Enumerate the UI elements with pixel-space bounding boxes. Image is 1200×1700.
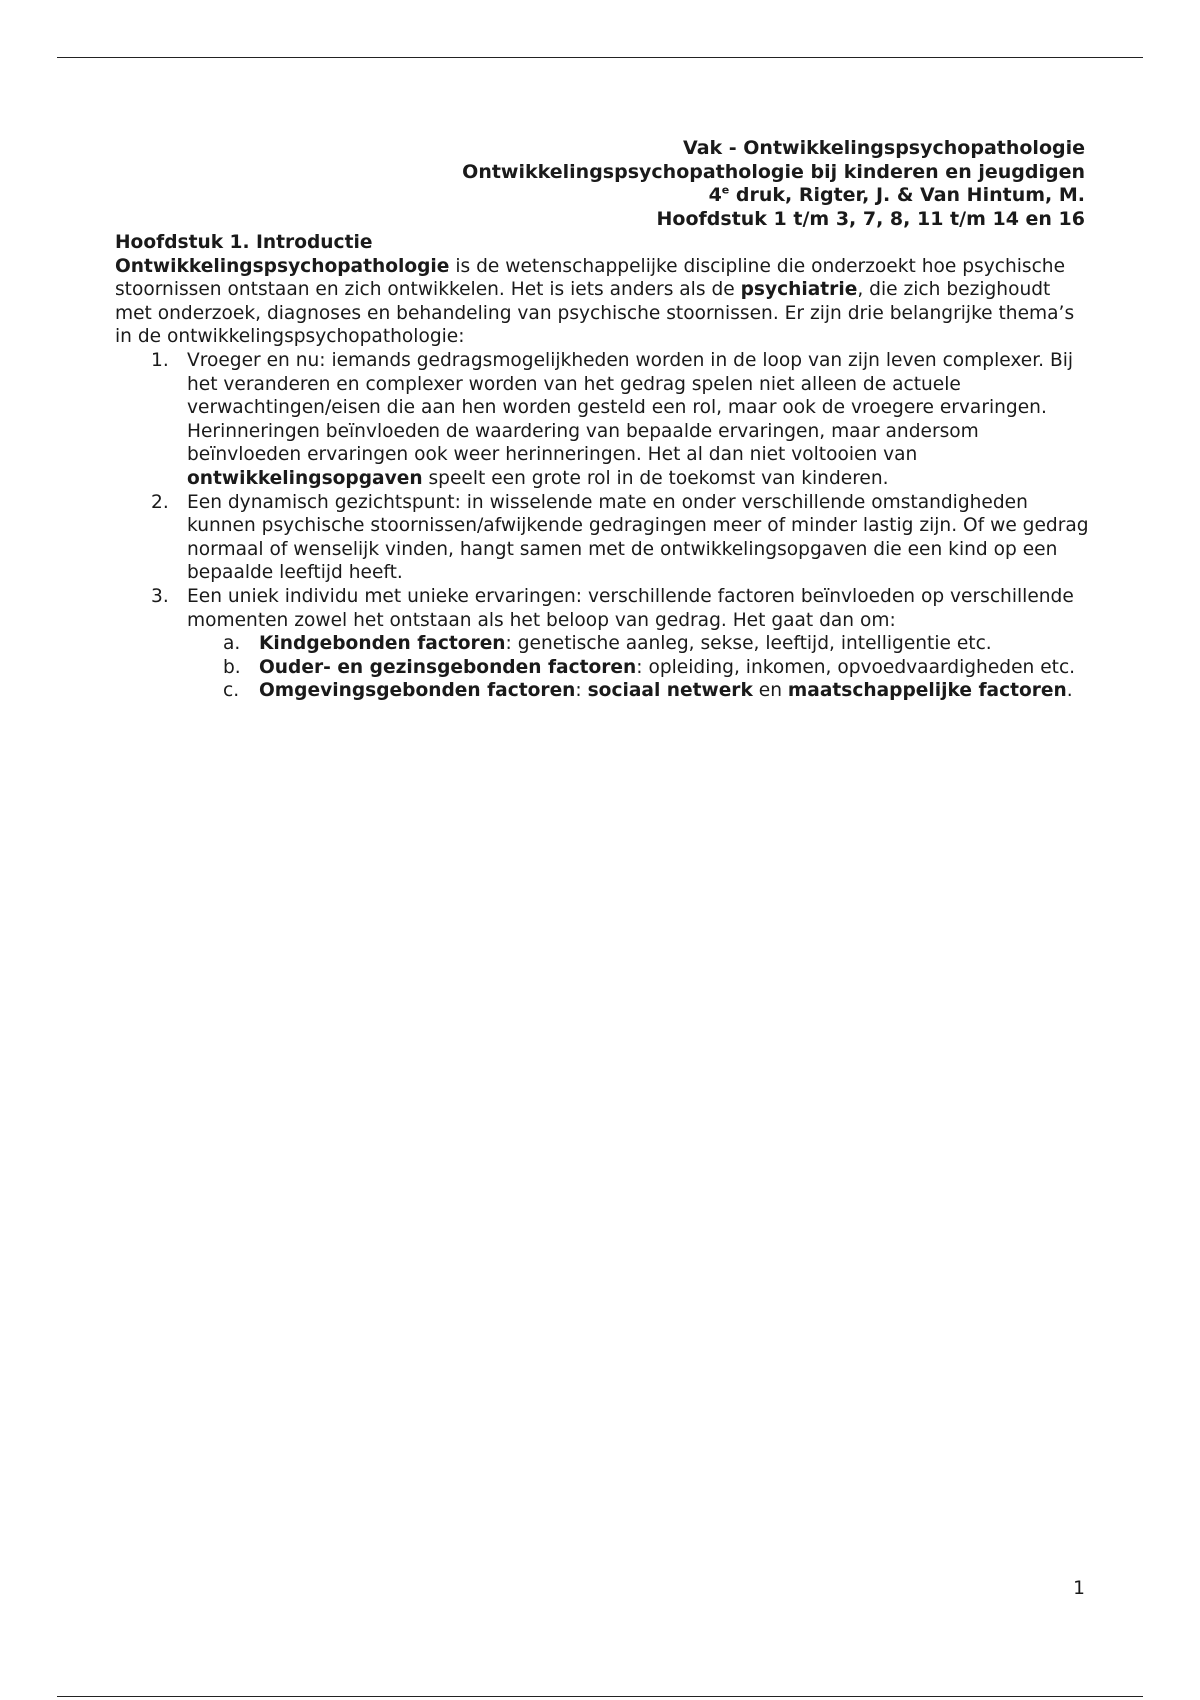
intro-text-2: , die zich bezighoudt met onderzoek, diagnoses en behandeling van psychische stoornissen. Er zijn drie belangrijke thema’s in de ontwikkelingspsychopathologie: (115, 279, 1075, 348)
themes-list (115, 349, 1090, 703)
list-item (115, 349, 1090, 491)
term-ontwikkelingspsychopathologie: Ontwikkelingspsychopathologie (115, 255, 450, 277)
list-letter: c. (223, 680, 240, 702)
list-number: 2. (151, 491, 169, 513)
chapter-title: Hoofdstuk 1. Introductie (115, 232, 373, 253)
theme-text-end: speelt een grote rol in de toekomst van kinderen. (422, 467, 889, 489)
term-ontwikkelingsopgaven: ontwikkelingsopgaven (187, 467, 423, 489)
chapters-covered: Hoofdstuk 1 t/m 3, 7, 8, 11 t/m 14 en 16 (656, 207, 1085, 230)
theme-text: Een dynamisch gezichtspunt: in wisselende mate en onder verschillende omstandigheden kunnen psychische stoornissen/afwijkende gedragingen meer of minder lastig zijn. Of we gedrag normaal of wenselijk vinden, hangt samen met de ontwikkelingsopgaven die een kind op een bepaalde leeftijd heeft. (187, 491, 1089, 584)
term-ouder-gezinsgebonden-factoren: Ouder- en gezinsgebonden factoren (259, 656, 637, 678)
edition-line (462, 184, 1085, 208)
document-body (115, 231, 1090, 703)
intro-paragraph (115, 255, 1090, 349)
list-letter: a. (223, 633, 241, 655)
footer-divider (57, 1696, 1143, 1697)
course-title: Vak - Ontwikkelingspsychopathologie (683, 137, 1085, 159)
factor-text: : genetische aanleg, sekse, leeftijd, intelligentie etc. (505, 633, 992, 655)
factors-list (187, 632, 1090, 703)
list-item (115, 491, 1090, 585)
list-item (187, 679, 1090, 703)
term-sociaal-netwerk: sociaal netwerk (587, 680, 753, 702)
factor-text: : (575, 680, 588, 702)
theme-text: Vroeger en nu: iemands gedragsmogelijkheden worden in de loop van zijn leven complexer. Bij het veranderen en complexer worden van het gedrag spelen niet alleen de actuele verwachtingen/eisen die aan hen worden gesteld een rol, maar ook de vroegere ervaringen. Herinneringen beïnvloeden de waardering van bepaalde ervaringen, maar andersom beïnvloeden ervaringen ook weer herinneringen. Het al dan niet voltooien van (187, 349, 1074, 466)
list-number: 1. (151, 349, 169, 371)
factor-text-conjunction: en (752, 680, 788, 702)
list-item (187, 656, 1090, 680)
list-number: 3. (151, 585, 169, 607)
header-divider (57, 57, 1143, 58)
term-kindgebonden-factoren: Kindgebonden factoren (259, 633, 506, 655)
term-omgevingsgebonden-factoren: Omgevingsgebonden factoren (259, 680, 576, 702)
edition-authors: druk, Rigter, J. & Van Hintum, M. (729, 184, 1085, 206)
list-letter: b. (223, 656, 241, 678)
intro-text-1: is de wetenschappelijke discipline die onderzoekt hoe psychische stoornissen ontstaan en zich ontwikkelen. Het is iets anders als de (115, 255, 1066, 301)
page-number: 1 (1073, 1578, 1085, 1599)
list-item (115, 585, 1090, 703)
factor-text: : opleiding, inkomen, opvoedvaardigheden etc. (636, 656, 1076, 678)
list-item (187, 632, 1090, 656)
document-header (462, 137, 1085, 231)
edition-number: 4 (708, 184, 722, 206)
term-psychiatrie: psychiatrie (740, 279, 858, 301)
theme-text: Een uniek individu met unieke ervaringen: verschillende factoren beïnvloeden op verschillende momenten zowel het ontstaan als het beloop van gedrag. Het gaat dan om: (187, 585, 1074, 631)
book-title: Ontwikkelingspsychopathologie bij kinderen en jeugdigen (462, 160, 1085, 183)
edition-superscript: e (721, 183, 730, 197)
factor-text-end: . (1066, 680, 1073, 702)
term-maatschappelijke-factoren: maatschappelijke factoren (787, 680, 1067, 702)
